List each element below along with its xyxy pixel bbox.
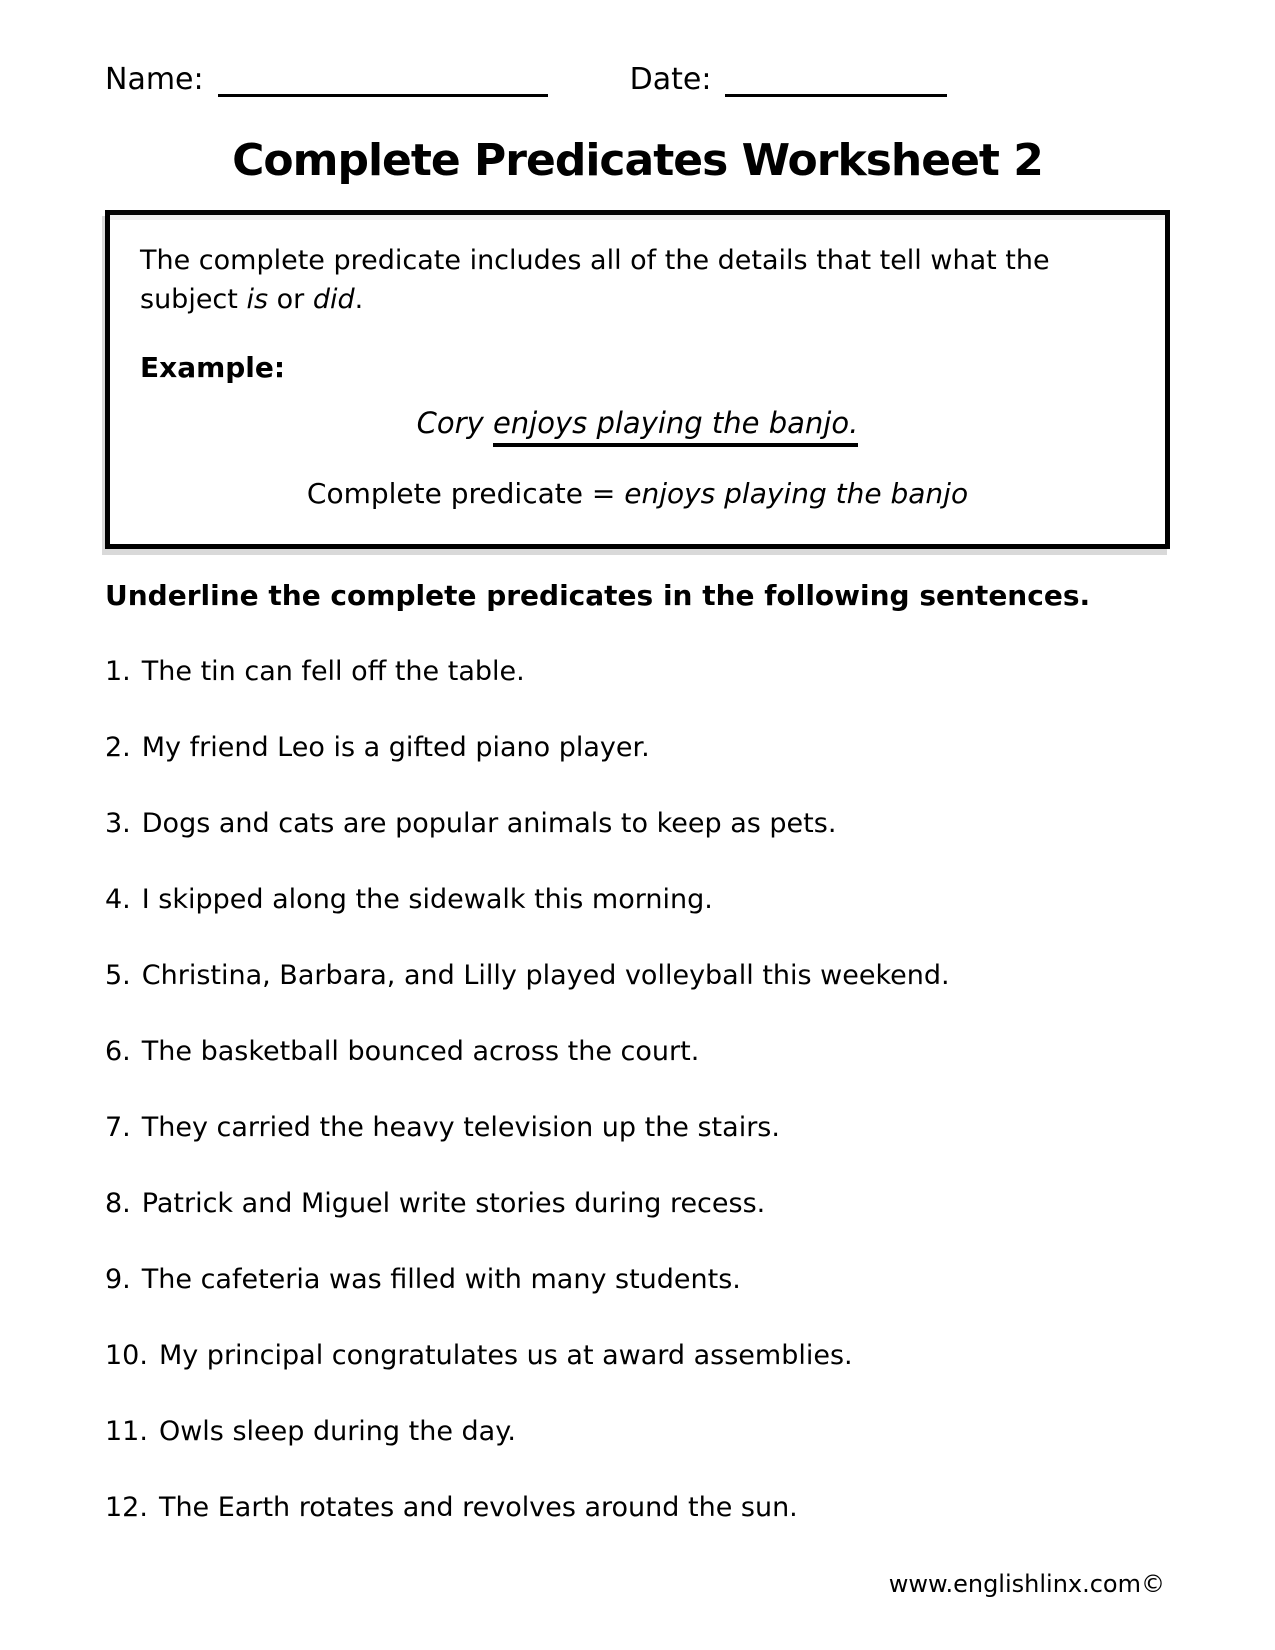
sentence-row-12 — [105, 1490, 1170, 1526]
date-field-group — [630, 62, 948, 97]
sentence-number: 9. — [105, 1264, 131, 1296]
sentence-text: Dogs and cats are popular animals to keep as pets. — [141, 808, 837, 840]
sentence-number: 6. — [105, 1036, 131, 1068]
predicate-answer-line — [140, 477, 1135, 510]
sentence-row-1 — [105, 654, 1170, 690]
sentence-text: Owls sleep during the day. — [158, 1416, 516, 1448]
sentence-text: The cafeteria was filled with many students. — [141, 1264, 741, 1296]
sentence-number: 11. — [105, 1416, 148, 1448]
example-subject: Cory — [416, 406, 493, 441]
sentence-row-3 — [105, 806, 1170, 842]
example-label: Example: — [140, 351, 286, 385]
definition-period: . — [354, 284, 364, 316]
sentence-row-4 — [105, 882, 1170, 918]
sentence-row-5 — [105, 958, 1170, 994]
sentence-text: I skipped along the sidewalk this morning. — [141, 884, 713, 916]
sentence-text: The tin can fell off the table. — [141, 656, 525, 688]
sentence-text: They carried the heavy television up the stairs. — [141, 1112, 780, 1144]
sentence-list — [105, 654, 1170, 1526]
sentence-row-10 — [105, 1338, 1170, 1374]
definition-text: The complete predicate includes all of the details that tell what the subject — [140, 245, 1050, 316]
sentence-number: 12. — [105, 1492, 148, 1524]
name-blank-line — [218, 63, 548, 97]
sentence-text: Christina, Barbara, and Lilly played volleyball this weekend. — [141, 960, 950, 992]
header-row — [105, 62, 1170, 97]
sentence-row-11 — [105, 1414, 1170, 1450]
sentence-text: The basketball bounced across the court. — [141, 1036, 700, 1068]
sentence-number: 3. — [105, 808, 131, 840]
sentence-row-8 — [105, 1186, 1170, 1222]
sentence-number: 8. — [105, 1188, 131, 1220]
sentence-number: 7. — [105, 1112, 131, 1144]
page-title: Complete Predicates Worksheet 2 — [232, 135, 1043, 186]
sentence-row-7 — [105, 1110, 1170, 1146]
example-sentence — [140, 406, 1135, 447]
sentence-number: 1. — [105, 656, 131, 688]
name-field-group — [105, 62, 548, 97]
name-label: Name: — [105, 62, 204, 97]
sentence-text: My friend Leo is a gifted piano player. — [141, 732, 650, 764]
date-blank-line — [725, 63, 947, 97]
sentence-row-2 — [105, 730, 1170, 766]
sentence-text: Patrick and Miguel write stories during recess. — [141, 1188, 766, 1220]
predicate-line-prefix: Complete predicate = — [306, 477, 625, 511]
definition-or-word: or — [268, 284, 313, 316]
example-box — [105, 210, 1170, 549]
definition-did-word: did — [312, 284, 355, 316]
predicate-line-value: enjoys playing the banjo — [624, 477, 969, 511]
date-label: Date: — [629, 62, 712, 97]
sentence-number: 5. — [105, 960, 131, 992]
sentence-row-6 — [105, 1034, 1170, 1070]
definition-is-word: is — [246, 284, 269, 316]
instruction-line: Underline the complete predicates in the following sentences. — [105, 579, 1091, 613]
site-credit: www.englishlinx.com© — [888, 1570, 1165, 1598]
sentence-text: My principal congratulates us at award assemblies. — [158, 1340, 853, 1372]
sentence-number: 2. — [105, 732, 131, 764]
sentence-number: 10. — [105, 1340, 148, 1372]
sentence-number: 4. — [105, 884, 131, 916]
sentence-row-9 — [105, 1262, 1170, 1298]
sentence-text: The Earth rotates and revolves around the sun. — [158, 1492, 798, 1524]
definition-paragraph — [140, 241, 1135, 319]
example-predicate-underlined: enjoys playing the banjo. — [493, 406, 858, 447]
